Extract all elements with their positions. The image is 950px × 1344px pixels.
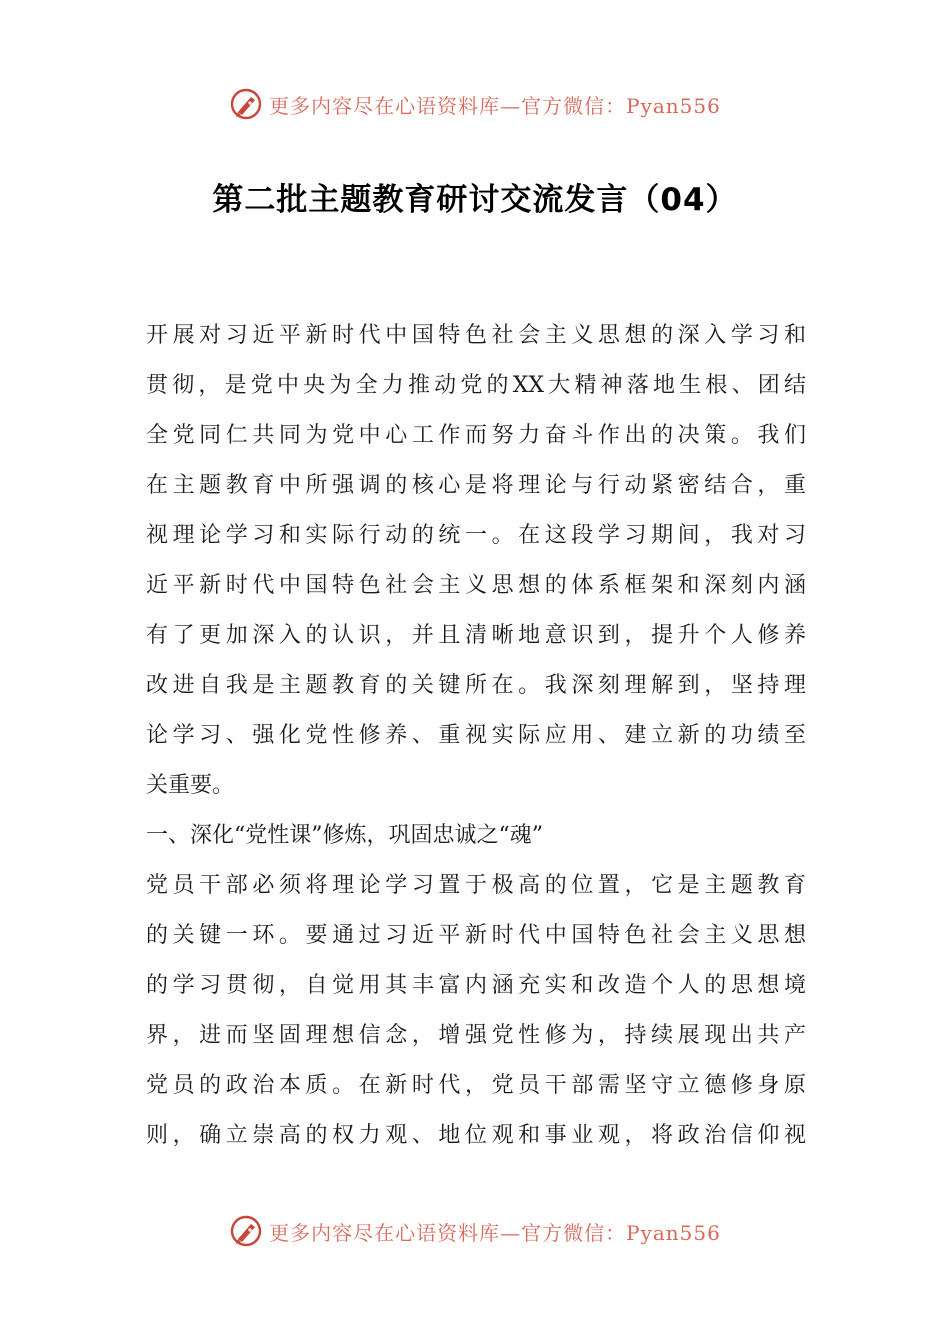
section-heading: 一、深化“党性课”修炼，巩固忠诚之“魂”: [146, 823, 543, 848]
body-line: 党员的政治本质。在新时代，党员干部需坚守立德修身原: [146, 1073, 806, 1098]
document-title: 第二批主题教育研讨交流发言（04）: [212, 182, 738, 218]
watermark-banner-top: [0, 84, 950, 124]
body-line: 的关键一环。要通过习近平新时代中国特色社会主义思想: [146, 923, 806, 948]
document-body: [146, 311, 806, 1161]
body-line: 视理论学习和实际行动的统一。在这段学习期间，我对习: [146, 523, 806, 548]
pen-nib-logo-icon: [229, 1214, 263, 1248]
body-line: 贯彻，是党中央为全力推动党的XX大精神落地生根、团结: [146, 373, 806, 398]
watermark-banner-bottom: [0, 1211, 950, 1251]
body-line: 全党同仁共同为党中心工作而努力奋斗作出的决策。我们: [146, 423, 806, 448]
body-line: 有了更加深入的认识，并且清晰地意识到，提升个人修养: [146, 623, 806, 648]
watermark-text-top: 更多内容尽在心语资料库—官方微信：Pyan556: [269, 93, 721, 118]
body-line: 党员干部必须将理论学习置于极高的位置，它是主题教育: [146, 873, 806, 898]
body-line: 近平新时代中国特色社会主义思想的体系框架和深刻内涵: [146, 573, 806, 598]
body-line: 关重要。: [146, 773, 235, 798]
watermark-text-bottom: 更多内容尽在心语资料库—官方微信：Pyan556: [269, 1220, 721, 1245]
body-line: 开展对习近平新时代中国特色社会主义思想的深入学习和: [146, 323, 806, 348]
body-line: 改进自我是主题教育的关键所在。我深刻理解到，坚持理: [146, 673, 806, 698]
body-line: 的学习贯彻，自觉用其丰富内涵充实和改造个人的思想境: [146, 973, 806, 998]
body-line: 则，确立崇高的权力观、地位观和事业观，将政治信仰视: [146, 1123, 806, 1148]
pen-nib-logo-icon: [229, 87, 263, 121]
body-line: 界，进而坚固理想信念，增强党性修为，持续展现出共产: [146, 1023, 806, 1048]
body-line: 在主题教育中所强调的核心是将理论与行动紧密结合，重: [146, 473, 806, 498]
body-line: 论学习、强化党性修养、重视实际应用、建立新的功绩至: [146, 723, 806, 748]
